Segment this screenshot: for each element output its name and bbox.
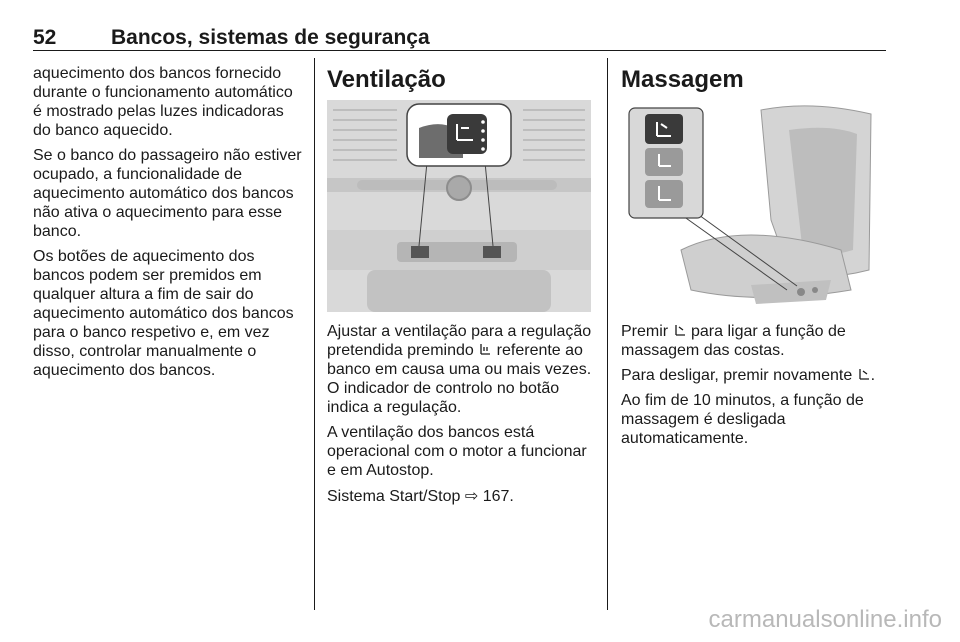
massage-figure: [621, 100, 885, 312]
page-title: Bancos, sistemas de segurança: [111, 26, 430, 49]
page-reference-icon: ⇨: [464, 486, 479, 505]
paragraph: Os botões de aquecimento dos bancos podem ser premidos em qualquer altura a fim de sair do aquecimento automático dos bancos para o banco respetivo e, em vez disso, controlar manualmente o aquecimento dos bancos.: [33, 248, 294, 379]
dashboard-illustration: [327, 100, 591, 312]
column-middle: [327, 322, 597, 512]
paragraph-text: Para desligar, premir novamente: [621, 367, 857, 384]
page-reference: 167.: [478, 488, 514, 505]
paragraph-text: Sistema Start/Stop: [327, 488, 465, 505]
seat-illustration: [621, 100, 885, 312]
page-number: 52: [33, 26, 57, 49]
paragraph-text: Ajustar a ventilação para a regulação pretendida premindo: [327, 323, 592, 359]
paragraph: A ventilação dos bancos está operacional com o motor a funcionar e em Autostop.: [327, 424, 587, 479]
section-title-massage: Massagem: [621, 66, 744, 93]
paragraph: [327, 486, 597, 506]
section-title-ventilation: Ventilação: [327, 66, 446, 93]
paragraph: [621, 366, 891, 385]
column-right: [621, 322, 891, 454]
column-divider: [607, 58, 608, 610]
paragraph-text: Premir: [621, 323, 673, 340]
paragraph: aquecimento dos bancos fornecido durante o funcionamento automático é mostrado pelas luzes indicadoras do banco aquecido.: [33, 65, 293, 139]
seat-massage-icon: [673, 323, 687, 337]
paragraph-text: para ligar a função de massagem das costas.: [621, 323, 846, 359]
seat-ventilation-icon: [478, 342, 492, 356]
page-header: [33, 26, 886, 50]
paragraph: [621, 322, 891, 360]
paragraph: Se o banco do passageiro não estiver ocupado, a funcionalidade de aquecimento automático dos bancos não ativa o aquecimento para esse banco.: [33, 147, 302, 240]
column-divider: [314, 58, 315, 610]
paragraph: [327, 322, 597, 417]
paragraph-text: referente ao banco em causa uma ou mais vezes. O indicador de controlo no botão indica a regulação.: [327, 342, 592, 416]
paragraph-text: .: [870, 367, 876, 384]
seat-massage-icon: [857, 367, 871, 381]
ventilation-figure: [327, 100, 591, 312]
header-divider: [33, 50, 886, 51]
column-left: [33, 64, 303, 386]
watermark: carmanualsonline.info: [708, 606, 942, 633]
paragraph: Ao fim de 10 minutos, a função de massagem é desligada automaticamente.: [621, 392, 864, 447]
